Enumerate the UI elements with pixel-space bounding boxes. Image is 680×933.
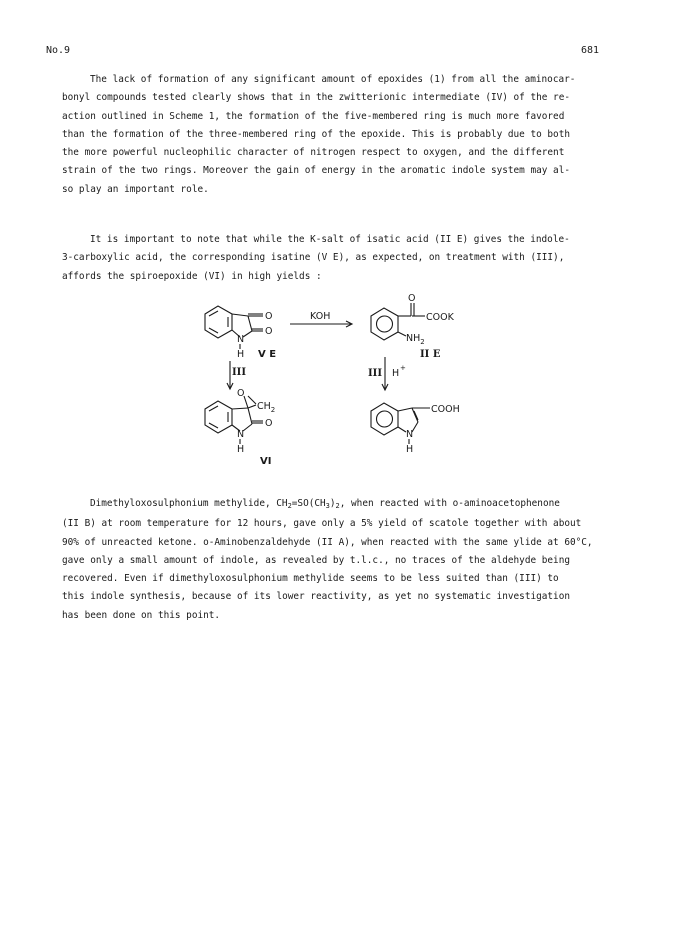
compound-label: II E xyxy=(420,349,441,360)
subscript: 2 xyxy=(287,502,292,510)
subscript: 3 xyxy=(325,502,330,510)
group-label xyxy=(406,333,425,346)
text-span: , when reacted with o-aminoacetophenone xyxy=(339,498,560,509)
text-line: recovered. Even if dimethyloxosulphonium methylide seems to be less suited than (III) to xyxy=(62,573,559,585)
text-line: has been done on this point. xyxy=(62,609,221,621)
text-line: so play an important role. xyxy=(62,183,209,195)
text-line: 3-carboxylic acid, the corresponding isatine (V E), as expected, on treatment with (III), xyxy=(62,252,565,264)
text-line: this indole synthesis, because of its lower reactivity, as yet no systematic investigation xyxy=(62,591,570,603)
compound-label: V E xyxy=(258,349,277,360)
atom-label: N xyxy=(406,429,414,440)
reagent-label: KOH xyxy=(310,311,331,322)
charge-label: + xyxy=(400,364,406,372)
atom-label: N xyxy=(237,334,245,345)
atom-label: O xyxy=(237,388,245,399)
atom-label: N xyxy=(237,429,245,440)
isatin-structure xyxy=(205,306,276,360)
atom-label: O xyxy=(408,293,416,304)
issue-number: No.9 xyxy=(46,45,71,56)
text-line: bonyl compounds tested clearly shows that in the zwitterionic intermediate (IV) of the re- xyxy=(62,92,570,104)
reaction-arrow xyxy=(290,311,352,327)
text-line: gave only a small amount of indole, as revealed by t.l.c., no traces of the aldehyde being xyxy=(62,554,570,566)
reagent-label: H xyxy=(392,368,400,379)
reaction-arrow-down xyxy=(368,357,406,390)
group-label: COOH xyxy=(431,404,460,415)
text-line: affords the spiroepoxide (VI) in high yields : xyxy=(62,270,322,282)
reagent-label: III xyxy=(368,368,383,379)
atom-label: H xyxy=(237,349,245,360)
text-span: Dimethyloxosulphonium methylide, CH xyxy=(90,498,288,509)
text-line: the more powerful nucleophilic character of nitrogen respect to oxygen, and the different xyxy=(62,147,565,159)
text-line: action outlined in Scheme 1, the formation of the five-membered ring is much more favored xyxy=(62,110,565,122)
page-number: 681 xyxy=(580,45,599,56)
subscript: 2 xyxy=(335,502,340,510)
text-line: strain of the two rings. Moreover the gain of energy in the aromatic indole system may al- xyxy=(62,165,570,177)
spiroepoxide-structure xyxy=(205,388,275,467)
text-line: (II B) at room temperature for 12 hours, gave only a 5% yield of scatole together with about xyxy=(62,518,582,530)
atom-label: H xyxy=(406,444,414,455)
atom-label: O xyxy=(265,418,273,429)
text-line: than the formation of the three-membered ring of the epoxide. This is probably due to both xyxy=(62,128,570,140)
text-span: =SO(CH xyxy=(291,498,326,509)
subscript: 2 xyxy=(420,338,425,346)
subscript: 2 xyxy=(270,406,276,414)
text-line: The lack of formation of any significant amount of epoxides (1) from all the aminocar- xyxy=(90,74,576,85)
text-line xyxy=(62,495,602,515)
atom-label: H xyxy=(237,444,245,455)
compound-label: VI xyxy=(260,456,272,467)
atom-label: O xyxy=(265,311,273,322)
group-label xyxy=(257,401,275,414)
text-line: It is important to note that while the K-salt of isatic acid (II E) gives the indole- xyxy=(90,234,570,245)
reagent-label: III xyxy=(232,367,247,378)
group-label-text: CH xyxy=(257,401,271,412)
atom-label: O xyxy=(265,326,273,337)
paragraph-3 xyxy=(62,495,602,625)
text-line: 90% of unreacted ketone. o-Aminobenzaldehyde (II A), when reacted with the same ylide at 60°C, xyxy=(62,536,593,548)
indole-carboxylic-acid-structure xyxy=(371,403,460,455)
isatic-acid-salt-structure xyxy=(371,293,455,360)
reaction-arrow-down xyxy=(227,361,246,389)
group-label-text: NH xyxy=(406,333,421,344)
group-label: COOK xyxy=(426,312,454,323)
text-span: ) xyxy=(329,498,336,509)
